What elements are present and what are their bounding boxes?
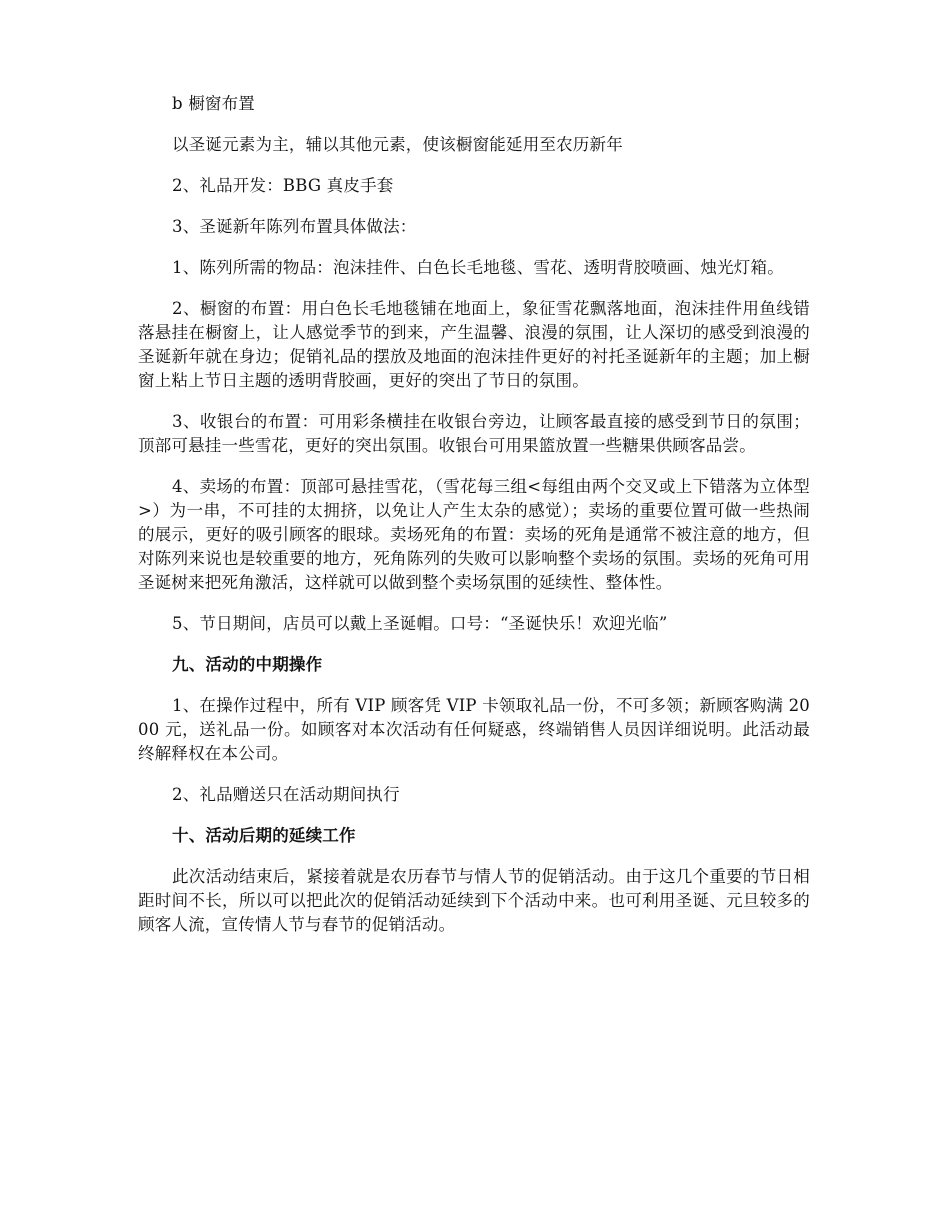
paragraph-gift-period: 2、礼品赠送只在活动期间执行 [172, 785, 400, 804]
paragraph-vip-gift-rules: 1、在操作过程中，所有 VIP 顾客凭 VIP 卡领取礼品一份，不可多领；新顾客购满 2000 元，送礼品一份。如顾客对本次活动有任何疑惑，终端销售人员因详细说明。此活动最终解释权在本公司。 [138, 696, 810, 763]
paragraph-display-method: 3、圣诞新年陈列布置具体做法： [172, 217, 417, 236]
paragraph-staff-slogan: 5、节日期间，店员可以戴上圣诞帽。口号：“圣诞快乐！欢迎光临” [172, 614, 668, 633]
document-body [138, 92, 810, 937]
paragraph-window-theme: 以圣诞元素为主，辅以其他元素，使该橱窗能延用至农历新年 [172, 135, 623, 154]
paragraph-follow-up-plan: 此次活动结束后，紧接着就是农历春节与情人节的促销活动。由于这几个重要的节日相距时间不长，所以可以把此次的促销活动延续到下个活动中来。也可利用圣诞、元旦较多的顾客人流，宣传情人节与春节的促销活动。 [138, 867, 810, 934]
paragraph-window-arrangement: 2、橱窗的布置：用白色长毛地毯铺在地面上，象征雪花飘落地面，泡沫挂件用鱼线错落悬挂在橱窗上，让人感觉季节的到来，产生温馨、浪漫的氛围，让人深切的感受到浪漫的圣诞新年就在身边；促销礼品的摆放及地面的泡沫挂件更好的衬托圣诞新年的主题；加上橱窗上粘上节日主题的透明背胶画，更好的突出了节日的氛围。 [138, 299, 810, 390]
paragraph-window-layout-label: b 橱窗布置 [172, 94, 256, 113]
paragraph-display-items: 1、陈列所需的物品：泡沫挂件、白色长毛地毯、雪花、透明背胶喷画、烛光灯箱。 [172, 258, 784, 277]
paragraph-store-arrangement: 4、卖场的布置：顶部可悬挂雪花，（雪花每三组<每组由两个交叉或上下错落为立体型>）为一串，不可挂的太拥挤，以免让人产生太杂的感觉）；卖场的重要位置可做一些热闹的展示，更好的吸引顾客的眼球。卖场死角的布置：卖场的死角是通常不被注意的地方，但对陈列来说也是较重要的地方，死角陈列的失败可以影响整个卖场的氛围。卖场的死角可用圣诞树来把死角激活，这样就可以做到整个卖场氛围的延续性、整体性。 [138, 477, 810, 592]
section-heading-mid-term: 九、活动的中期操作 [172, 655, 323, 674]
paragraph-gift-development: 2、礼品开发：BBG 真皮手套 [172, 176, 394, 195]
paragraph-cashier-arrangement: 3、收银台的布置：可用彩条横挂在收银台旁边，让顾客最直接的感受到节日的氛围；顶部可悬挂一些雪花，更好的突出氛围。收银台可用果篮放置一些糖果供顾客品尝。 [138, 412, 810, 455]
section-heading-follow-up: 十、活动后期的延续工作 [172, 826, 356, 845]
